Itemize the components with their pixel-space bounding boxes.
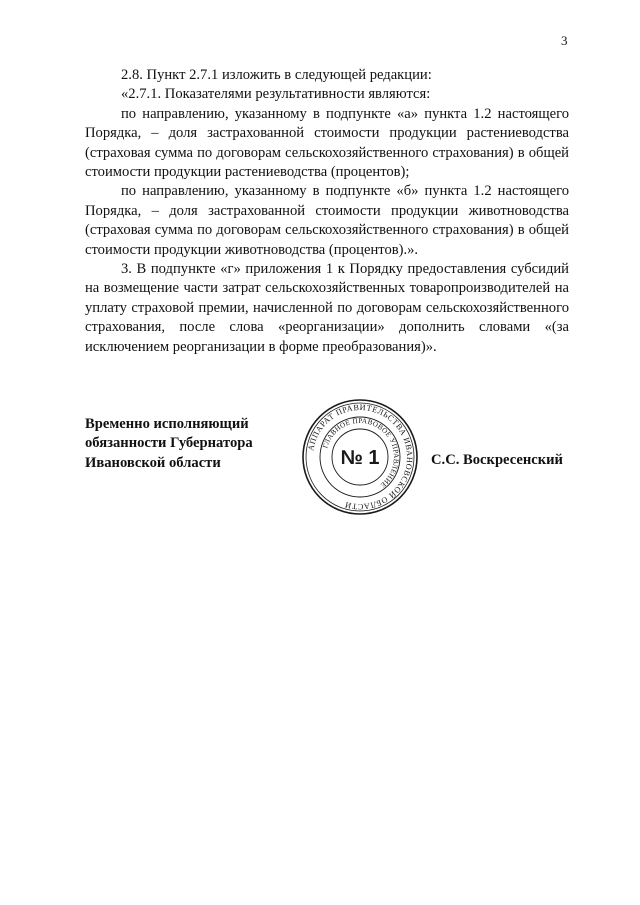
seal-inner-text: ГЛАВНОЕ ПРАВОВОЕ УПРАВЛЕНИЕ	[321, 416, 401, 490]
paragraph: по направлению, указанному в подпункте «а» пункта 1.2 настоящего Порядка, – доля застрахованной стоимости продукции растениеводства (страховая сумма по договорам сельскохозяйственного страхования) в общей стоимости продукции растениеводства (процентов);	[85, 105, 569, 181]
official-seal-stamp	[301, 398, 419, 516]
signatory-name: С.С. Воскресенский	[431, 452, 563, 468]
paragraph: 3. В подпункте «г» приложения 1 к Порядку предоставления субсидий на возмещение части затрат сельскохозяйственных товаропроизводителей на уплату страховой премии, начисленной по договорам сельскохозяйственного страхования, после слова «реорганизации» дополнить словами «(за исключением реорганизации в форме преобразования)».	[85, 261, 569, 355]
signatory-title-line: Ивановской области	[85, 454, 221, 471]
paragraph: «2.7.1. Показателями результативности являются:	[121, 86, 431, 103]
signatory-title-line: Временно исполняющий	[85, 416, 249, 432]
signatory-title	[85, 415, 285, 473]
paragraph: 2.8. Пункт 2.7.1 изложить в следующей редакции:	[121, 67, 432, 83]
seal-number: № 1	[340, 447, 380, 469]
signatory-title-line: обязанности Губернатора	[85, 435, 253, 452]
seal-outer-text: АППАРАТ ПРАВИТЕЛЬСТВА ИВАНОВСКОЙ ОБЛАСТИ	[306, 402, 415, 512]
page-number: 3	[561, 33, 568, 48]
document-body	[85, 66, 569, 357]
paragraph: по направлению, указанному в подпункте «б» пункта 1.2 настоящего Порядка, – доля застрахованной стоимости продукции животноводства (страховая сумма по договорам сельскохозяйственного страхования) в общей стоимости продукции животноводства (процентов).».	[85, 183, 569, 258]
